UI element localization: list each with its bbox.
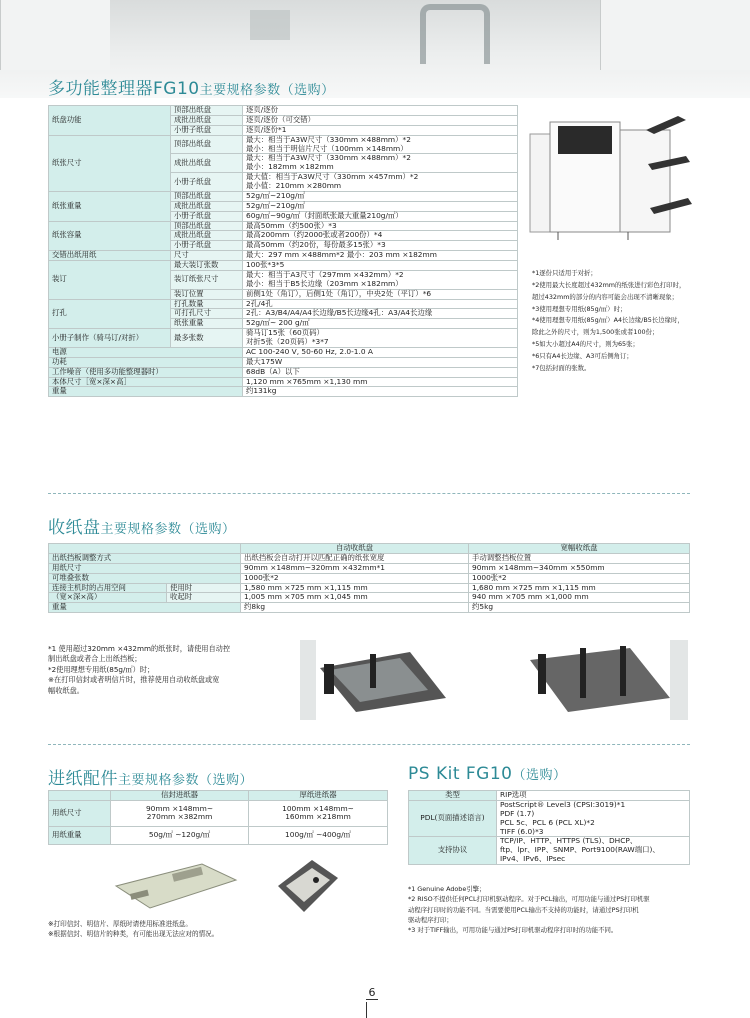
row-subcategory: 装订位置 (171, 289, 243, 299)
auto-tray-header: 自动收纸盘 (241, 544, 469, 554)
ps-kit-spec-table (408, 790, 690, 865)
cell-line: 90mm ×148mm~ (145, 803, 214, 813)
row-category: 连接主机时的占用空间 (49, 583, 167, 593)
row-category: 用纸尺寸 (49, 563, 241, 573)
feeder-spec-table (48, 790, 388, 845)
row-subcategory: 成批出纸盘 (171, 201, 243, 211)
row-value (243, 270, 518, 289)
row-value (243, 261, 518, 271)
footnote-line: 驱动程序打印； (408, 915, 453, 924)
cell-line: 2孔/4孔 (246, 298, 273, 308)
wide-tray-value: 90mm ×148mm~340mm ×550mm (469, 563, 690, 573)
table-row (49, 563, 690, 573)
row-subcategory: 尺寸 (171, 251, 243, 261)
table-row (49, 347, 518, 357)
row-subcategory: 成批出纸盘 (171, 154, 243, 173)
envelope-feeder-image (112, 858, 240, 918)
row-category: 纸盘功能 (49, 106, 171, 136)
row-category: 功耗 (49, 357, 243, 367)
cell-line: 最大175W (246, 356, 283, 366)
row-subcategory: 小册子纸盘 (171, 173, 243, 192)
row-category: 纸张容量 (49, 221, 171, 251)
row-value (243, 387, 518, 397)
footnote-line: 制出纸盘或者合上出纸挡板； (48, 654, 142, 664)
footnote-line: ※打印信封、明信片、厚纸时请使用标准进纸盘。 (48, 920, 192, 928)
cell-line: 100张*3*5 (246, 260, 285, 269)
footnote-line: *1 使用超过320mm ×432mm的纸张时，请使用自动控 (48, 644, 231, 653)
page-marker-line (366, 1002, 367, 1018)
row-value (497, 800, 690, 837)
auto-tray-value: 1000张*2 (241, 573, 469, 583)
row-subcategory: 最多张数 (171, 329, 243, 348)
cell-line: TIFF (6.0)*3 (500, 826, 544, 836)
row-category: 出纸挡板调整方式 (49, 553, 241, 563)
wide-tray-value: 1000张*2 (469, 573, 690, 583)
auto-tray-value: 1,005 mm ×705 mm ×1,045 mm (241, 593, 469, 603)
footnote-line: *5如大小超过A4的尺寸，则为65张； (532, 340, 639, 349)
printer-with-finisher-image (528, 112, 698, 252)
row-category: 支持协议 (409, 837, 497, 865)
footnote-line: *1 Genuine Adobe引擎； (408, 885, 486, 893)
footnote-line: 超过432mm的部分的内容可能会出现不清晰现象； (532, 292, 679, 301)
thick-feeder-value (249, 800, 388, 826)
row-category: 用纸重量 (49, 826, 111, 844)
row-category: 可堆叠张数 (49, 573, 241, 583)
footnote-line: *7包括封面的张数。 (532, 363, 591, 372)
table-row (49, 603, 690, 613)
row-value (243, 154, 518, 173)
table-row (49, 583, 690, 593)
cell-line: 最大：相当于A3W尺寸（330mm ×488mm）*2 (246, 134, 411, 144)
table-row (49, 553, 690, 563)
auto-stacking-tray-image (300, 640, 450, 720)
wide-stacking-tray-image (520, 640, 690, 720)
cell-line: 对折5张（20页码）*3*7 (246, 337, 329, 346)
row-category: 电源 (49, 347, 243, 357)
cell-line: 最高200mm（约2000张或者200份）*4 (246, 230, 383, 240)
row-subcategory: 顶部出纸盘 (171, 106, 243, 116)
cell-line: 最小：182mm ×182mm (246, 162, 334, 172)
cell-line: 2孔：A3/B4/A4/A4长边缘/B5长边缘4孔：A3/A4长边缘 (246, 308, 433, 318)
row-value (243, 329, 518, 348)
wide-tray-value: 940 mm ×705 mm ×1,000 mm (469, 593, 690, 603)
cell-line: 68dB（A）以下 (246, 366, 300, 376)
row-value (243, 357, 518, 367)
section-divider (48, 744, 690, 745)
table-row (49, 377, 518, 387)
cell-line: 骑马订15张（60页码） (246, 328, 324, 338)
cell-line: PCL 5c、PCL 6 (PCL XL)*2 (500, 817, 595, 827)
auto-tray-value: 出纸挡板会自动打开以匹配正确的纸张宽度 (241, 553, 469, 563)
table-row (409, 800, 690, 837)
thick-feeder-header: 厚纸进纸器 (249, 791, 388, 801)
table-row (49, 387, 518, 397)
row-category: 本体尺寸［宽×深×高］ (49, 377, 243, 387)
cell-line: PDF (1.7) (500, 808, 535, 818)
cell-line: 最高50mm（约20份，每份最多15张）*3 (246, 240, 386, 250)
row-value (497, 791, 690, 801)
cell-line: 最大：相当于A3尺寸（297mm ×432mm）*2 (246, 269, 404, 279)
envelope-feeder-value (111, 800, 249, 826)
row-category: 重量 (49, 387, 243, 397)
stacking-tray-footnotes (48, 644, 230, 696)
row-category: 装订 (49, 261, 171, 300)
row-subcategory: 收起时 (167, 593, 241, 603)
cell-line: 最大：297 mm ×488mm*2 最小：203 mm ×182mm (246, 250, 437, 260)
row-category: （宽×深×高） (49, 593, 167, 603)
cell-line: 逐页/逐份 (246, 105, 279, 114)
cell-line: TCP/IP、HTTP、HTTPS (TLS)、DHCP、 (500, 836, 638, 846)
footnote-line: *3使用理想专用纸(85g/㎡）时； (532, 304, 627, 313)
stacking-tray-spec-table (48, 543, 690, 613)
section-title-feeders: 进纸配件主要规格参数（选购） (48, 769, 254, 789)
row-subcategory: 成批出纸盘 (171, 231, 243, 241)
cell-line: 前侧1处（角订），后侧1处（角订），中央2处（平订）*6 (246, 288, 432, 298)
thick-feeder-value (249, 826, 388, 844)
table-row (49, 357, 518, 367)
row-subcategory: 顶部出纸盘 (171, 191, 243, 201)
row-subcategory: 打孔数量 (171, 299, 243, 309)
footnote-line: *4使用理想专用纸(85g/㎡）A4长边缘/B5长边缘时， (532, 316, 684, 325)
section-title-stacking-tray: 收纸盘主要规格参数（选购） (48, 518, 236, 538)
cell-line: 最大：相当于A3W尺寸（330mm ×488mm）*2 (246, 153, 411, 163)
row-subcategory: 顶部出纸盘 (171, 221, 243, 231)
table-row (49, 800, 388, 826)
row-category: 打孔 (49, 299, 171, 329)
table-row (49, 367, 518, 377)
cell-line: 270mm ×382mm (146, 812, 213, 822)
cell-line: 52g/㎡~210g/㎡ (246, 190, 305, 200)
footnote-line: 幅收纸盘。 (48, 685, 84, 695)
cell-line: 100mm ×148mm~ (282, 803, 354, 813)
row-value (243, 201, 518, 211)
row-subcategory: 最大装订张数 (171, 261, 243, 271)
row-value (243, 115, 518, 125)
row-subcategory: 成批出纸盘 (171, 115, 243, 125)
row-value (243, 135, 518, 154)
ps-kit-footnotes (408, 884, 650, 935)
cell-line: 50g/㎡ ~120g/㎡ (148, 829, 211, 839)
thick-paper-feeder-image (272, 856, 342, 920)
cell-line: RIP选项 (500, 790, 527, 799)
footnote-line: 动程序打印时的功能不同。当需要使用PCL输出不支持的功能时，请通过PS打印机 (408, 905, 639, 914)
cell-line: 最高50mm（约500张）*3 (246, 220, 337, 230)
row-category: 类型 (409, 791, 497, 801)
row-category: 纸张重量 (49, 191, 171, 221)
cell-line: 100g/㎡ ~400g/㎡ (285, 829, 351, 839)
row-category: 交错出纸用纸 (49, 251, 171, 261)
row-value (243, 367, 518, 377)
cell-line: 1,120 mm ×765mm ×1,130 mm (246, 376, 368, 386)
row-value (243, 125, 518, 135)
cell-line: 最小：相当于明信片尺寸（100mm ×148mm） (246, 143, 408, 153)
cell-line: 最小值：210mm ×280mm (246, 181, 342, 190)
row-value (243, 191, 518, 201)
table-row (49, 329, 518, 348)
row-value (243, 211, 518, 221)
row-subcategory: 装订纸张尺寸 (171, 270, 243, 289)
table-row (49, 106, 518, 116)
row-category: 重量 (49, 603, 241, 613)
cell-line: 最大值：相当于A3W尺寸（330mm ×457mm）*2 (246, 172, 419, 182)
row-category: 用纸尺寸 (49, 800, 111, 826)
row-subcategory: 使用时 (167, 583, 241, 593)
footnote-line: *6只有A4长边缘、A3可后侧角订； (532, 351, 633, 360)
wide-tray-value: 1,680 mm ×725 mm ×1,115 mm (469, 583, 690, 593)
cell-line: 52g/㎡~ 200 g/㎡ (246, 318, 310, 328)
row-category: 小册子制作（骑马订/对折） (49, 329, 171, 348)
footnote-line: *3 对于TIFF输出，可用功能与通过PS打印机驱动程序打印时的功能不同。 (408, 926, 618, 934)
wide-tray-value: 约5kg (469, 603, 690, 613)
wide-tray-value: 手动调整挡板位置 (469, 553, 690, 563)
wide-tray-header: 宽幅收纸盘 (469, 544, 690, 554)
section-title-finisher: 多功能整理器FG10主要规格参数（选购） (48, 79, 335, 99)
row-subcategory: 顶部出纸盘 (171, 135, 243, 154)
row-category: PDL(页面描述语言) (409, 800, 497, 837)
cell-line: 52g/㎡~210g/㎡ (246, 200, 305, 210)
row-value (243, 106, 518, 116)
cell-line: PostScript® Level3 (CPSI:3019)*1 (500, 799, 626, 809)
table-row (49, 573, 690, 583)
row-subcategory: 小册子纸盘 (171, 125, 243, 135)
feeder-footnotes (48, 920, 218, 939)
auto-tray-value: 90mm ×148mm~320mm ×432mm*1 (241, 563, 469, 573)
auto-tray-value: 1,580 mm ×725 mm ×1,115 mm (241, 583, 469, 593)
section-title-ps-kit: PS Kit FG10（选购） (408, 764, 567, 784)
table-row (49, 593, 690, 603)
row-value (243, 377, 518, 387)
row-subcategory: 小册子纸盘 (171, 211, 243, 221)
table-row (49, 191, 518, 201)
row-value (243, 173, 518, 192)
footnote-line: *2使用理想专用纸(85g/㎡）时； (48, 664, 155, 674)
footnote-line: *2使用最大长度超过432mm的纸张进行彩色打印时， (532, 280, 686, 289)
cell-line: AC 100-240 V, 50-60 Hz, 2.0-1.0 A (246, 346, 373, 356)
row-subcategory: 小册子纸盘 (171, 241, 243, 251)
page-number: 6 (366, 986, 378, 1000)
envelope-feeder-header: 信封进纸器 (111, 791, 249, 801)
row-value (497, 837, 690, 865)
cell-line: 最小：相当于B5长边缘（203mm ×182mm） (246, 278, 403, 288)
cell-line: 60g/㎡~90g/㎡（封面纸张最大重量210g/㎡） (246, 210, 403, 220)
row-subcategory: 纸张重量 (171, 319, 243, 329)
footnote-line: *2 RISO不提供任何PCL打印机驱动程序。对于PCL输出，可用功能与通过PS打印机驱 (408, 895, 650, 904)
table-row (49, 826, 388, 844)
footnote-line: *1逐份只适用于对折； (532, 269, 597, 277)
footnote-line: 除此之外的尺寸，则为1,500张或者100份； (532, 328, 659, 337)
envelope-feeder-value (111, 826, 249, 844)
footnote-line: ※根据信封、明信片的种类，有可能出现无法应对的情况。 (48, 929, 219, 938)
footnote-line: ※在打印信封或者明信片时，推荐使用自动收纸盘或宽 (48, 675, 220, 685)
cell-line: 逐页/逐份（可交错） (246, 114, 316, 124)
section-divider (48, 493, 690, 494)
cell-line: ftp、lpr、IPP、SNMP、Port9100(RAW端口)、 (500, 845, 660, 855)
cell-line: 逐页/逐份*1 (246, 124, 287, 134)
finisher-spec-table (48, 105, 518, 397)
auto-tray-value: 约8kg (241, 603, 469, 613)
row-value (243, 347, 518, 357)
row-category: 纸张尺寸 (49, 135, 171, 191)
cell-line: 160mm ×218mm (285, 812, 351, 822)
cell-line: 约131kg (246, 386, 277, 396)
row-value (243, 289, 518, 299)
row-subcategory: 可打孔尺寸 (171, 309, 243, 319)
row-category: 工作噪音（使用多功能整理器时） (49, 367, 243, 377)
table-row (49, 135, 518, 154)
cell-line: IPv4、IPv6、IPsec (500, 854, 566, 864)
table-row (409, 791, 690, 801)
table-row (49, 261, 518, 271)
finisher-footnotes (532, 268, 685, 375)
table-row (409, 837, 690, 865)
